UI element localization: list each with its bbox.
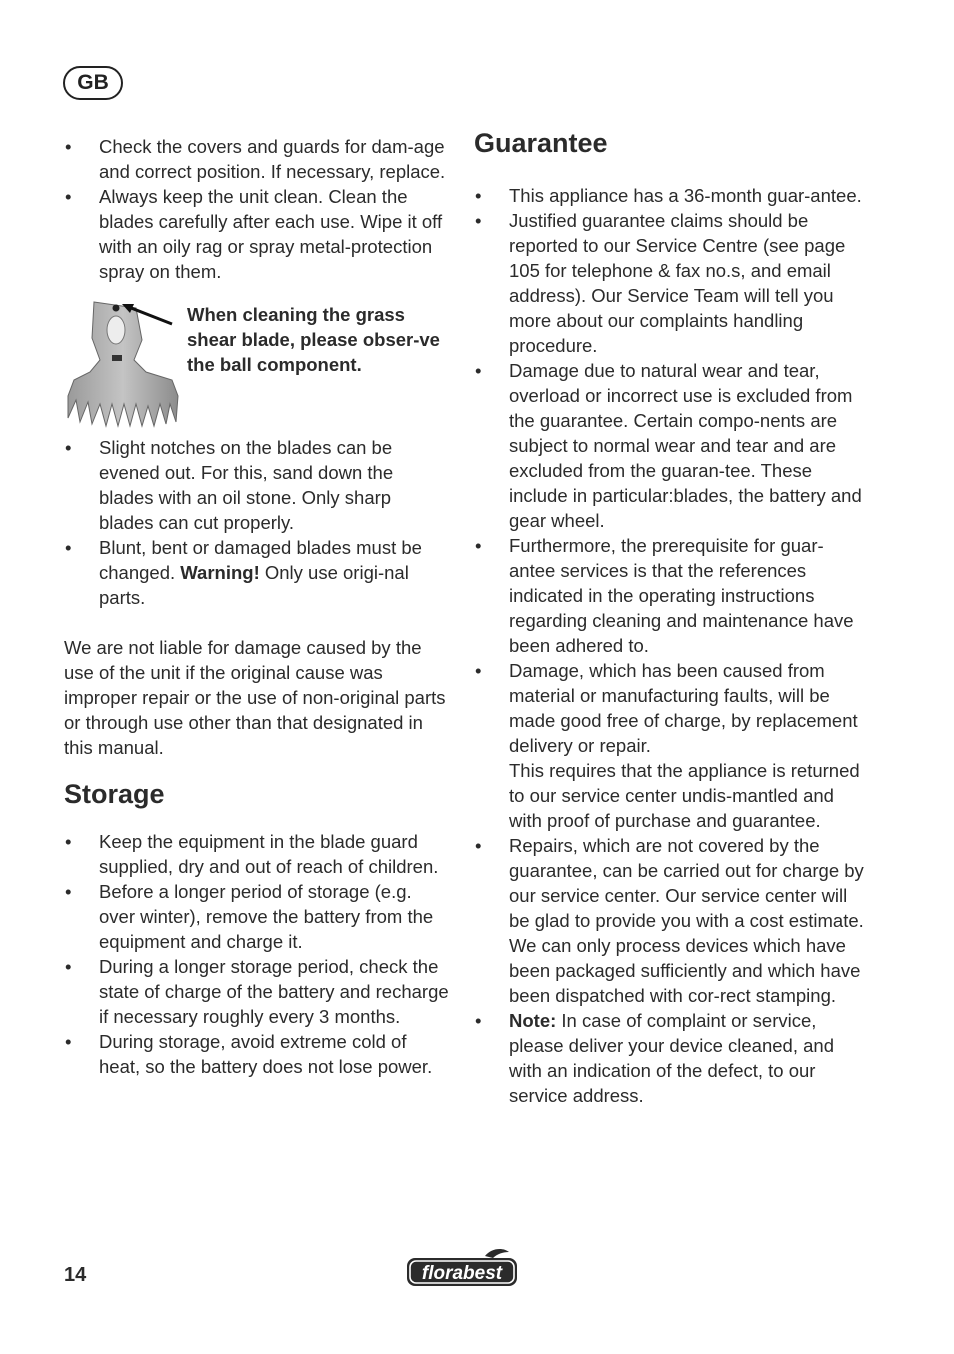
list-item: • During storage, avoid extreme cold of heat, so the battery does not lose power. (64, 1029, 449, 1079)
right-column (474, 126, 864, 1108)
page-number: 14 (64, 1264, 87, 1286)
blade-figure (64, 300, 449, 435)
repairs-subtext: We can only process devices which have been packaged sufficiently and which have been dispatched with cor-rect stamping. (509, 935, 861, 1006)
list-item: • Slight notches on the blades can be evened out. For this, sand down the blades with an oil stone. Only sharp blades can cut properly. (64, 435, 449, 535)
florabest-logo-icon (405, 1248, 519, 1288)
list-item: • Before a longer period of storage (e.g. over winter), remove the battery from the equipment and charge it. (64, 879, 449, 954)
list-item: • Damage due to natural wear and tear, overload or incorrect use is excluded from the guarantee. Certain compo-nents are subject to normal wear and tear and are excluded from the guaran-tee. These include in particular:blades, the battery and gear wheel. (474, 358, 864, 533)
maintenance-list-a (64, 134, 449, 284)
list-item: • Check the covers and guards for dam-age and correct position. If necessary, replace. (64, 134, 449, 184)
list-item: • Furthermore, the prerequisite for guar-antee services is that the references indicated in the operating instructions regarding cleaning and maintenance have been adhered to. (474, 533, 864, 658)
storage-list (64, 829, 449, 1079)
list-item: • Always keep the unit clean. Clean the blades carefully after each use. Wipe it off with an oily rag or spray metal-protection spray on them. (64, 184, 449, 284)
list-item: • This appliance has a 36-month guar-antee. (474, 183, 864, 208)
list-item (474, 1008, 864, 1108)
guarantee-heading: Guarantee (474, 128, 608, 158)
blunt-text-end: Only use origi-nal parts. (99, 562, 409, 608)
note-text: In case of complaint or service, please deliver your device cleaned, and with an indication of the defect, to our service address. (509, 1010, 834, 1106)
liability-paragraph: We are not liable for damage caused by the use of the unit if the original cause was improper repair or the use of non-original parts or through use other than that designated in this manual. (64, 637, 446, 758)
damage-subtext: This requires that the appliance is returned to our service center undis-mantled and with proof of purchase and guarantee. (509, 760, 860, 831)
guarantee-list (474, 183, 864, 1108)
florabest-logo (405, 1248, 519, 1288)
blunt-text: Blunt, bent or damaged blades must be changed. (99, 537, 422, 583)
list-item (474, 833, 864, 1008)
note-label: Note: (509, 1010, 557, 1031)
list-item (474, 658, 864, 833)
left-column (64, 134, 449, 1079)
warning-label: Warning! (180, 562, 260, 583)
grass-shear-blade-illustration (64, 300, 182, 432)
list-item: • Keep the equipment in the blade guard supplied, dry and out of reach of children. (64, 829, 449, 879)
list-item (64, 535, 449, 610)
damage-text: Damage, which has been caused from material or manufacturing faults, will be made good free of charge, by replacement delivery or repair. (509, 660, 858, 756)
repairs-text: Repairs, which are not covered by the guarantee, can be carried out for charge by our service center. Our service center will be glad to provide you with a cost estimate. (509, 835, 864, 931)
language-badge: GB (63, 66, 123, 100)
storage-heading: Storage (64, 779, 165, 809)
figure-caption: When cleaning the grass shear blade, please obser-ve the ball component. (187, 304, 440, 375)
logo-wordmark: florabest (421, 1263, 503, 1284)
list-item: • Justified guarantee claims should be reported to our Service Centre (see page 105 for telephone & fax no.s, and email address). Our Service Team will tell you more about our complaints handling procedure. (474, 208, 864, 358)
maintenance-list-b (64, 435, 449, 610)
list-item: • During a longer storage period, check the state of charge of the battery and recharge if necessary roughly every 3 months. (64, 954, 449, 1029)
